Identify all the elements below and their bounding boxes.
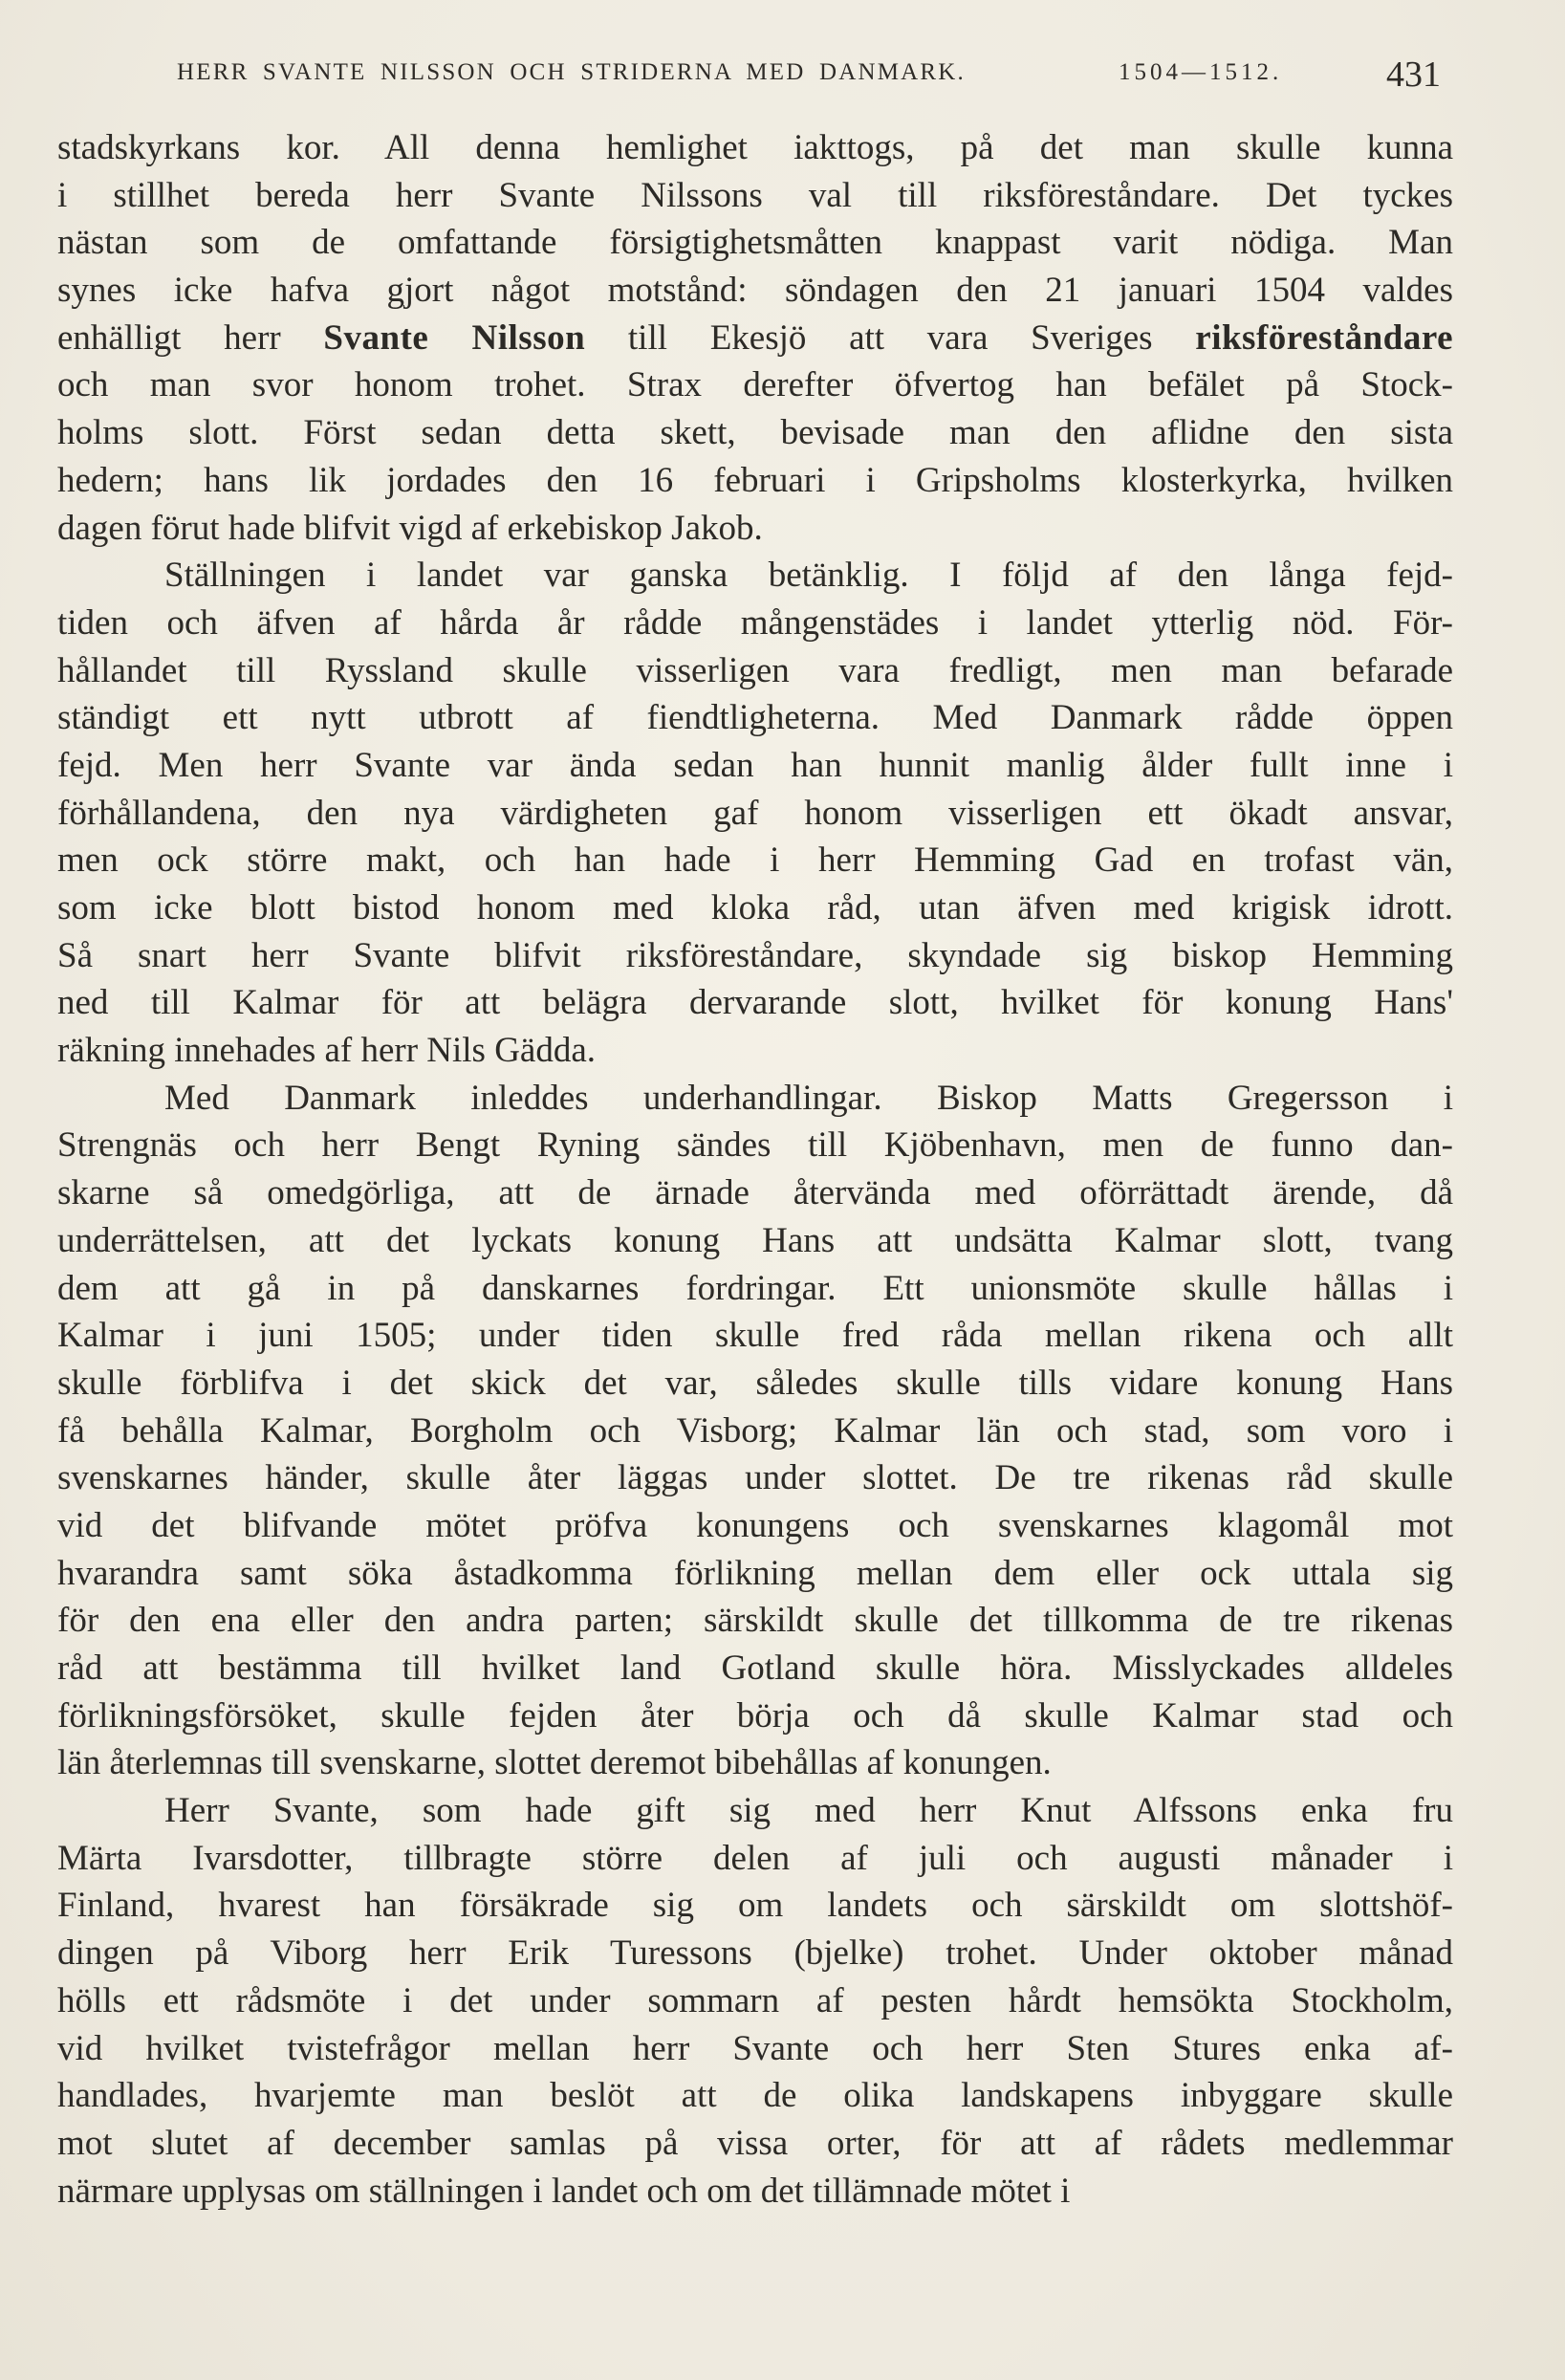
text-line: skulle förblifva i det skick det var, således skulle tills vidare konung Hans [57,1363,1453,1403]
text-line: ned till Kalmar för att belägra dervarande slott, hvilket för konung Hans' [57,983,1453,1023]
text-line: närmare upplysas om ställningen i landet och om det tillämnade mötet i [57,2171,1071,2211]
body-text [57,124,1453,2215]
text-line: svenskarnes händer, skulle åter läggas under slottet. De tre rikenas råd skulle [57,1458,1453,1498]
text-line: holms slott. Först sedan detta skett, bevisade man den aflidne den sista [57,413,1453,453]
text-line: hållandet till Ryssland skulle visserligen vara fredligt, men man befarade [57,650,1453,690]
text-line: stadskyrkans kor. All denna hemlighet iakttogs, på det man skulle kunna [57,128,1453,167]
text-line: fejd. Men herr Svante var ända sedan han hunnit manlig ålder fullt inne i [57,745,1453,785]
text-segment: enhälligt herr [57,317,324,358]
emphasized-text: Svante Nilsson [323,317,586,358]
text-line: men ock större makt, och han hade i herr Hemming Gad en trofast vän, [57,841,1453,881]
text-line: Herr Svante, som hade gift sig med herr Knut Alfssons enka fru [164,1791,1453,1831]
text-line: handlades, hvarjemte man beslöt att de olika landskapens inbyggare skulle [57,2076,1453,2116]
running-header [57,55,1453,94]
text-line: skarne så omedgörliga, att de ärnade återvända med oförrättadt ärende, då [57,1173,1453,1213]
text-line: förhållandena, den nya värdigheten gaf honom visserligen ett ökadt ansvar, [57,793,1453,833]
text-line: Kalmar i juni 1505; under tiden skulle fred råda mellan rikena och allt [57,1316,1453,1356]
text-line: mot slutet af december samlas på vissa orter, för att af rådets medlemmar [57,2123,1453,2163]
text-line: dem att gå in på danskarnes fordringar. Ett unionsmöte skulle hållas i [57,1268,1453,1308]
text-line: hedern; hans lik jordades den 16 februari i Gripsholms klosterkyrka, hvilken [57,460,1453,500]
text-line: råd att bestämma till hvilket land Gotland skulle höra. Misslyckades alldeles [57,1649,1453,1688]
text-line: få behålla Kalmar, Borgholm och Visborg; Kalmar län och stad, som voro i [57,1410,1453,1451]
text-line: Så snart herr Svante blifvit riksföreståndare, skyndade sig biskop Hemming [57,935,1453,975]
text-line: Finland, hvarest han försäkrade sig om landets och särskildt om slottshöf- [57,1886,1453,1926]
text-line: län återlemnas till svenskarne, slottet deremot bibehållas af konungen. [57,1743,1052,1783]
text-line: och man svor honom trohet. Strax derefter öfvertog han befälet på Stock- [57,365,1453,405]
text-line: vid hvilket tvistefrågor mellan herr Svante och herr Sten Stures enka af- [57,2028,1453,2068]
text-line: hölls ett rådsmöte i det under sommarn af pesten hårdt hemsökta Stockholm, [57,1980,1453,2020]
text-segment: till Ekesjö att vara Sveriges [585,317,1196,358]
text-line: i stillhet bereda herr Svante Nilssons val till riksföreståndare. Det tyckes [57,175,1453,215]
text-line: räkning innehades af herr Nils Gädda. [57,1031,597,1071]
text-line: dingen på Viborg herr Erik Turessons (bjelke) trohet. Under oktober månad [57,1933,1453,1974]
text-line: Märta Ivarsdotter, tillbragte större delen af juli och augusti månader i [57,1838,1453,1878]
text-line: för den ena eller den andra parten; särskildt skulle det tillkomma de tre rikenas [57,1601,1453,1641]
text-line: ständigt ett nytt utbrott af fiendtligheterna. Med Danmark rådde öppen [57,698,1453,738]
text-line: vid det blifvande mötet pröfva konungens och svenskarnes klagomål mot [57,1505,1453,1545]
text-line: Strengnäs och herr Bengt Ryning sändes till Kjöbenhavn, men de funno dan- [57,1125,1453,1166]
text-line [57,315,1453,362]
running-years: 1504—1512. [1119,59,1283,85]
text-line: hvarandra samt söka åstadkomma förlikning mellan dem eller ock uttala sig [57,1553,1453,1593]
text-line: dagen förut hade blifvit vigd af erkebiskop Jakob. [57,508,763,548]
text-line: synes icke hafva gjort något motstånd: söndagen den 21 januari 1504 valdes [57,271,1453,311]
emphasized-text: riksföreståndare [1195,317,1453,358]
text-line: som icke blott bistod honom med kloka råd, utan äfven med krigisk idrott. [57,888,1453,928]
text-line: förlikningsförsöket, skulle fejden åter börja och då skulle Kalmar stad och [57,1695,1453,1736]
text-line: nästan som de omfattande försigtighetsmåtten knappast varit nödiga. Man [57,223,1453,263]
text-line: tiden och äfven af hårda år rådde mångenstädes i landet ytterlig nöd. För- [57,602,1453,643]
page-number: 431 [1386,55,1441,95]
text-line: Med Danmark inleddes underhandlingar. Biskop Matts Gregersson i [164,1078,1453,1118]
text-line: Ställningen i landet var ganska betänklig. I följd af den långa fejd- [164,556,1453,596]
running-title: HERR SVANTE NILSSON OCH STRIDERNA MED DANMARK. [177,59,966,85]
text-line: underrättelsen, att det lyckats konung Hans att undsätta Kalmar slott, tvang [57,1220,1453,1260]
